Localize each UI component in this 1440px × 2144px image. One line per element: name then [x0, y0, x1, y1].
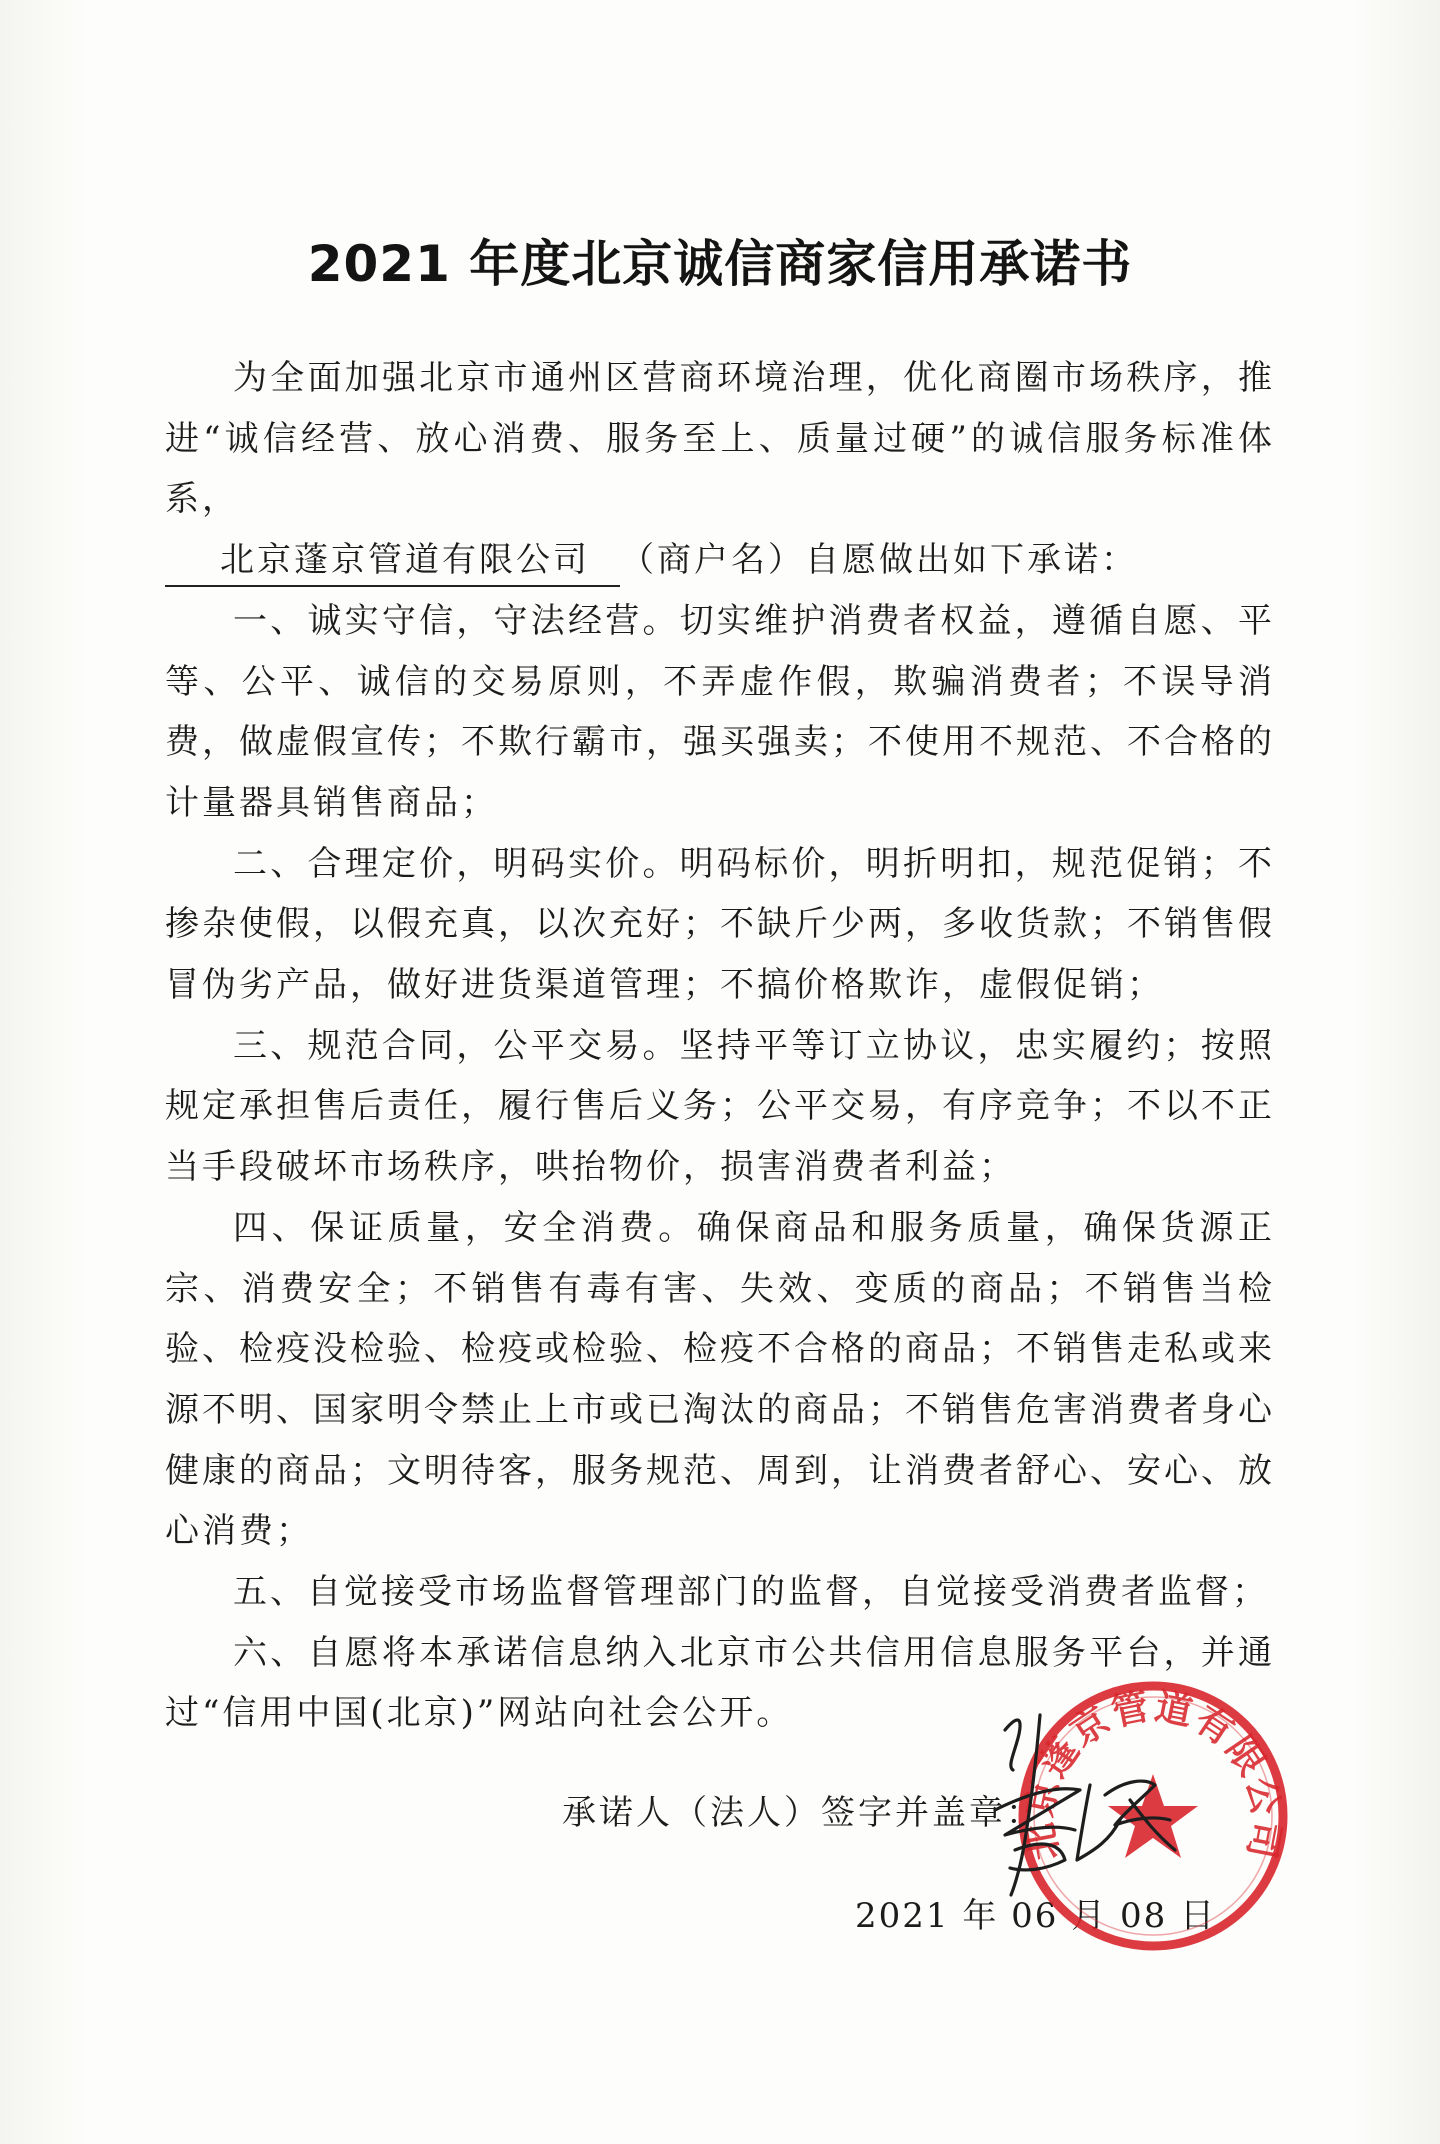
commitment-item-3: 三、规范合同，公平交易。坚持平等订立协议，忠实履约；按照规定承担售后责任，履行售后义务；公平交易，有序竞争；不以不正当手段破坏市场秩序，哄抬物价，损害消费者利益；: [165, 1025, 1275, 1188]
document-title: 2021 年度北京诚信商家信用承诺书: [307, 235, 1133, 293]
merchant-suffix: （商户名）自愿做出如下承诺：: [620, 540, 1138, 581]
commitment-item-4: 四、保证质量，安全消费。确保商品和服务质量，确保货源正宗、消费安全；不销售有毒有害、失效、变质的商品；不销售当检验、检疫没检验、检疫或检验、检疫不合格的商品；不销售走私或来源不明、国家明令禁止上市或已淘汰的商品；不销售危害消费者身心健康的商品；文明待客，服务规范、周到，让消费者舒心、安心、放心消费；: [165, 1207, 1275, 1552]
handwritten-signature: [985, 1700, 1195, 1900]
commitment-item-1: 一、诚实守信，守法经营。切实维护消费者权益，遵循自愿、平等、公平、诚信的交易原则，不弄虚作假，欺骗消费者；不误导消费，做虚假宣传；不欺行霸市，强买强卖；不使用不规范、不合格的计量器具销售商品；: [165, 600, 1275, 823]
merchant-line: [165, 530, 1275, 591]
signature-label: 承诺人（法人）签字并盖章：: [562, 1793, 1043, 1833]
intro-paragraph: 为全面加强北京市通州区营商环境治理，优化商圈市场秩序，推进“诚信经营、放心消费、服务至上、质量过硬”的诚信服务标准体系，: [165, 358, 1275, 520]
seal-text: 北京蓬京管道有限公司: [1017, 1684, 1289, 1864]
commitment-item-2: 二、合理定价，明码实价。明码标价，明折明扣，规范促销；不掺杂使假，以假充真，以次充好；不缺斤少两，多收货款；不销售假冒伪劣产品，做好进货渠道管理；不搞价格欺诈，虚假促销；: [165, 843, 1275, 1006]
commitment-item-6: 六、自愿将本承诺信息纳入北京市公共信用信息服务平台，并通过“信用中国(北京)”网站向社会公开。: [165, 1632, 1275, 1734]
document-date: 2021 年 06 月 08 日: [855, 1896, 1217, 1936]
merchant-name: 北京蓬京管道有限公司: [165, 535, 620, 587]
document-body: [165, 348, 1275, 1744]
commitment-item-5: 五、自觉接受市场监督管理部门的监督，自觉接受消费者监督；: [233, 1572, 1269, 1613]
